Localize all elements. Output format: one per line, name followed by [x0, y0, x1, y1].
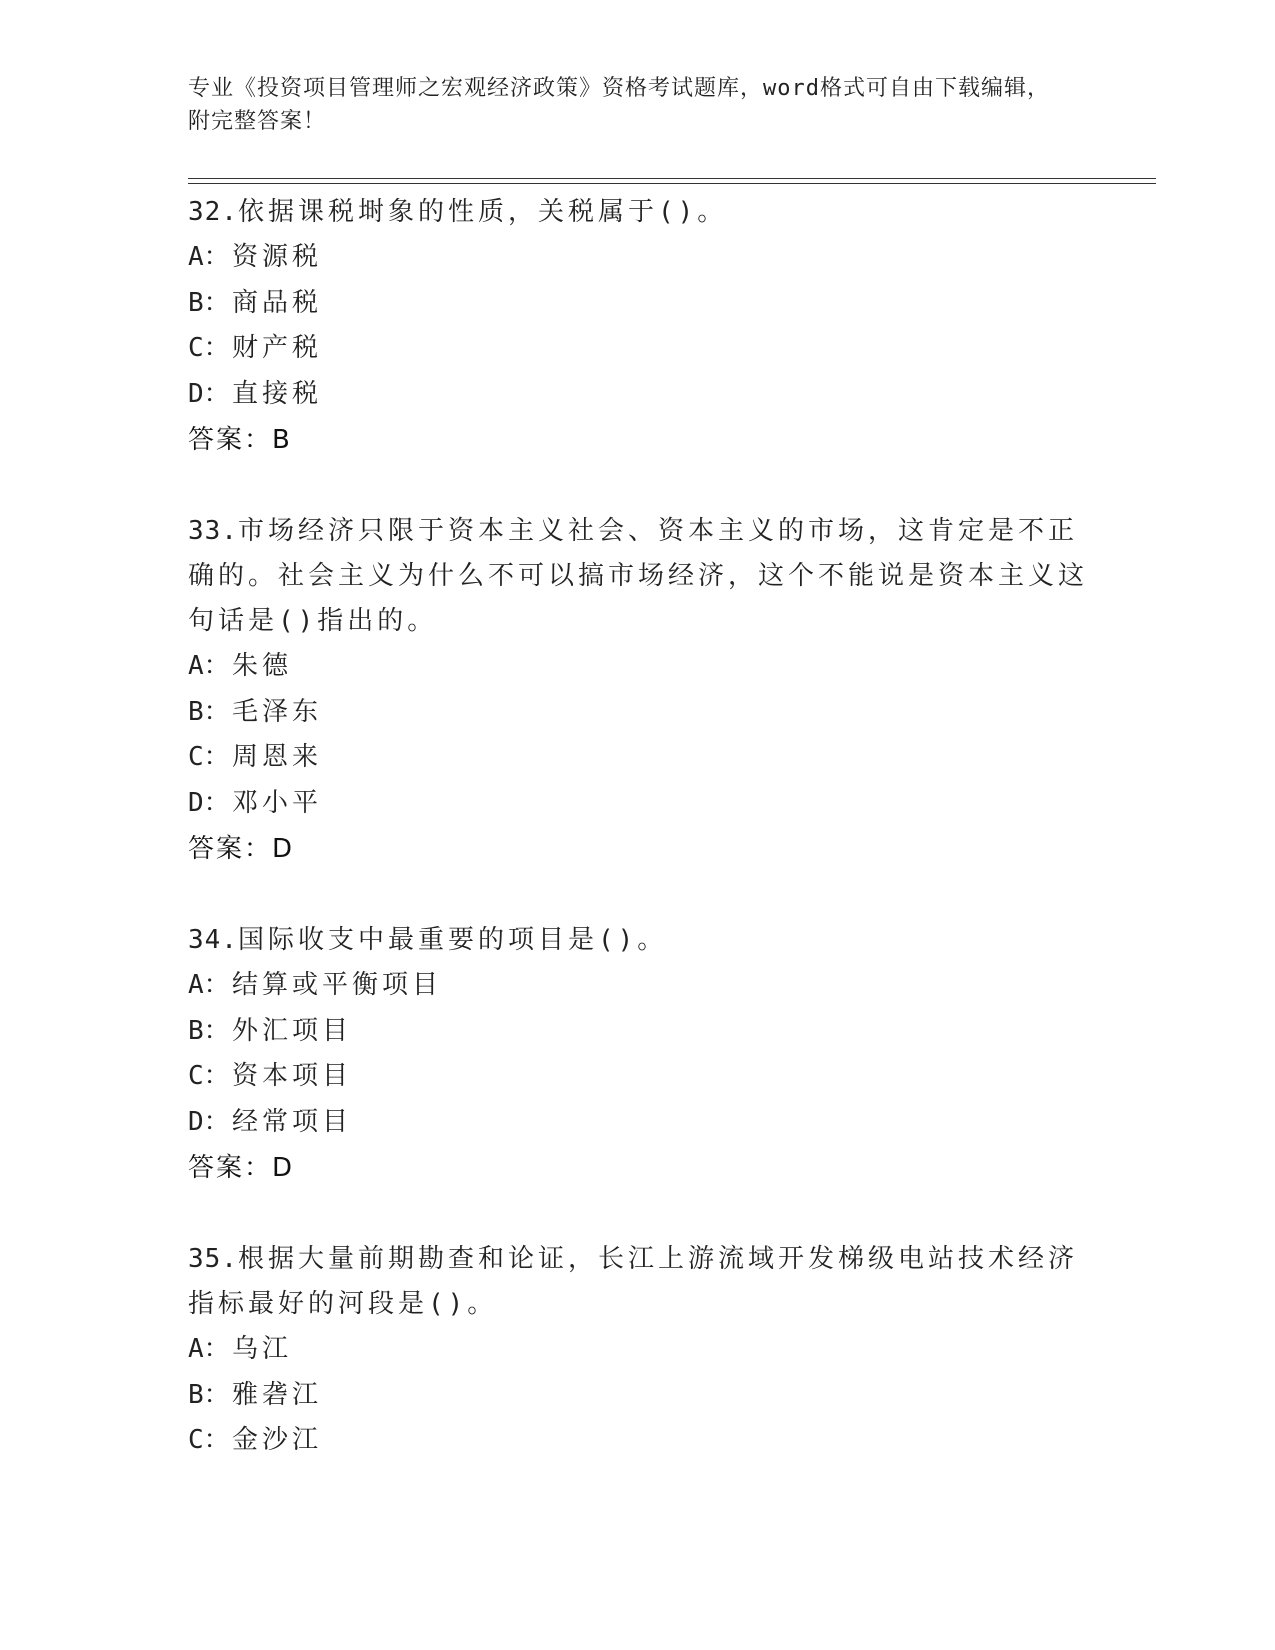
document-header: 专业《投资项目管理师之宏观经济政策》资格考试题库，word格式可自由下载编辑，附完整答案！ [188, 76, 1050, 134]
question-stem [188, 509, 1088, 644]
option-text: 外汇项目 [232, 1015, 353, 1046]
option-b [188, 281, 1088, 327]
option-text: 财产税 [232, 333, 323, 363]
option-key: C： [188, 1061, 230, 1091]
option-text: 雅砻江 [232, 1379, 323, 1410]
option-a [188, 235, 1088, 281]
answer-line: 答案：D [188, 1153, 295, 1183]
option-d [188, 1100, 1088, 1146]
question-34 [188, 918, 1088, 1191]
option-d [188, 781, 1088, 827]
option-c [188, 735, 1088, 781]
option-d [188, 372, 1088, 418]
option-text: 金沙江 [232, 1425, 323, 1455]
option-key: D： [188, 378, 230, 409]
option-text: 邓小平 [232, 787, 323, 818]
option-key: A： [188, 651, 230, 681]
option-a [188, 1327, 1088, 1373]
header-divider-bottom [188, 183, 1156, 184]
option-text: 乌江 [232, 1334, 293, 1364]
option-b [188, 690, 1088, 736]
option-text: 直接税 [232, 378, 323, 409]
question-text: 市场经济只限于资本主义社会、资本主义的市场，这肯定是不正确的。社会主义为什么不可以搞市场经济，这个不能说是资本主义这句话是()指出的。 [188, 516, 1089, 636]
option-key: B： [188, 1379, 230, 1410]
option-text: 经常项目 [232, 1106, 353, 1137]
answer-line: 答案：D [188, 834, 295, 864]
option-text: 资本项目 [232, 1061, 353, 1091]
option-c [188, 326, 1088, 372]
option-b [188, 1373, 1088, 1419]
option-a [188, 644, 1088, 690]
question-stem [188, 918, 1088, 963]
question-number: 34. [188, 925, 238, 955]
question-stem [188, 190, 1088, 235]
question-number: 32. [188, 197, 238, 227]
question-33 [188, 509, 1088, 872]
option-a [188, 963, 1088, 1009]
option-text: 毛泽东 [232, 696, 323, 727]
option-key: A： [188, 242, 230, 272]
option-key: D： [188, 787, 230, 818]
option-key: C： [188, 333, 230, 363]
question-number: 33. [188, 516, 238, 546]
question-list [188, 190, 1088, 1510]
option-text: 商品税 [232, 287, 323, 318]
option-c [188, 1418, 1088, 1464]
answer-line: 答案：B [188, 425, 292, 455]
question-text: 根据大量前期勘查和论证，长江上游流域开发梯级电站技术经济指标最好的河段是()。 [188, 1244, 1078, 1319]
option-key: B： [188, 1015, 230, 1046]
header-divider-top [188, 178, 1156, 179]
option-text: 周恩来 [232, 742, 323, 772]
option-text: 结算或平衡项目 [232, 970, 443, 1000]
option-key: B： [188, 696, 230, 727]
option-c [188, 1054, 1088, 1100]
question-text: 国际收支中最重要的项目是()。 [237, 925, 668, 955]
option-text: 资源税 [232, 242, 323, 272]
option-key: A： [188, 1334, 230, 1364]
option-key: C： [188, 1425, 230, 1455]
question-number: 35. [188, 1244, 238, 1274]
option-key: A： [188, 970, 230, 1000]
question-35 [188, 1237, 1088, 1464]
option-key: C： [188, 742, 230, 772]
option-text: 朱德 [232, 651, 293, 681]
question-text: 依据课税埘象的性质，关税属于()。 [237, 197, 728, 227]
option-b [188, 1009, 1088, 1055]
question-32 [188, 190, 1088, 463]
question-stem [188, 1237, 1088, 1327]
option-key: B： [188, 287, 230, 318]
option-key: D： [188, 1106, 230, 1137]
